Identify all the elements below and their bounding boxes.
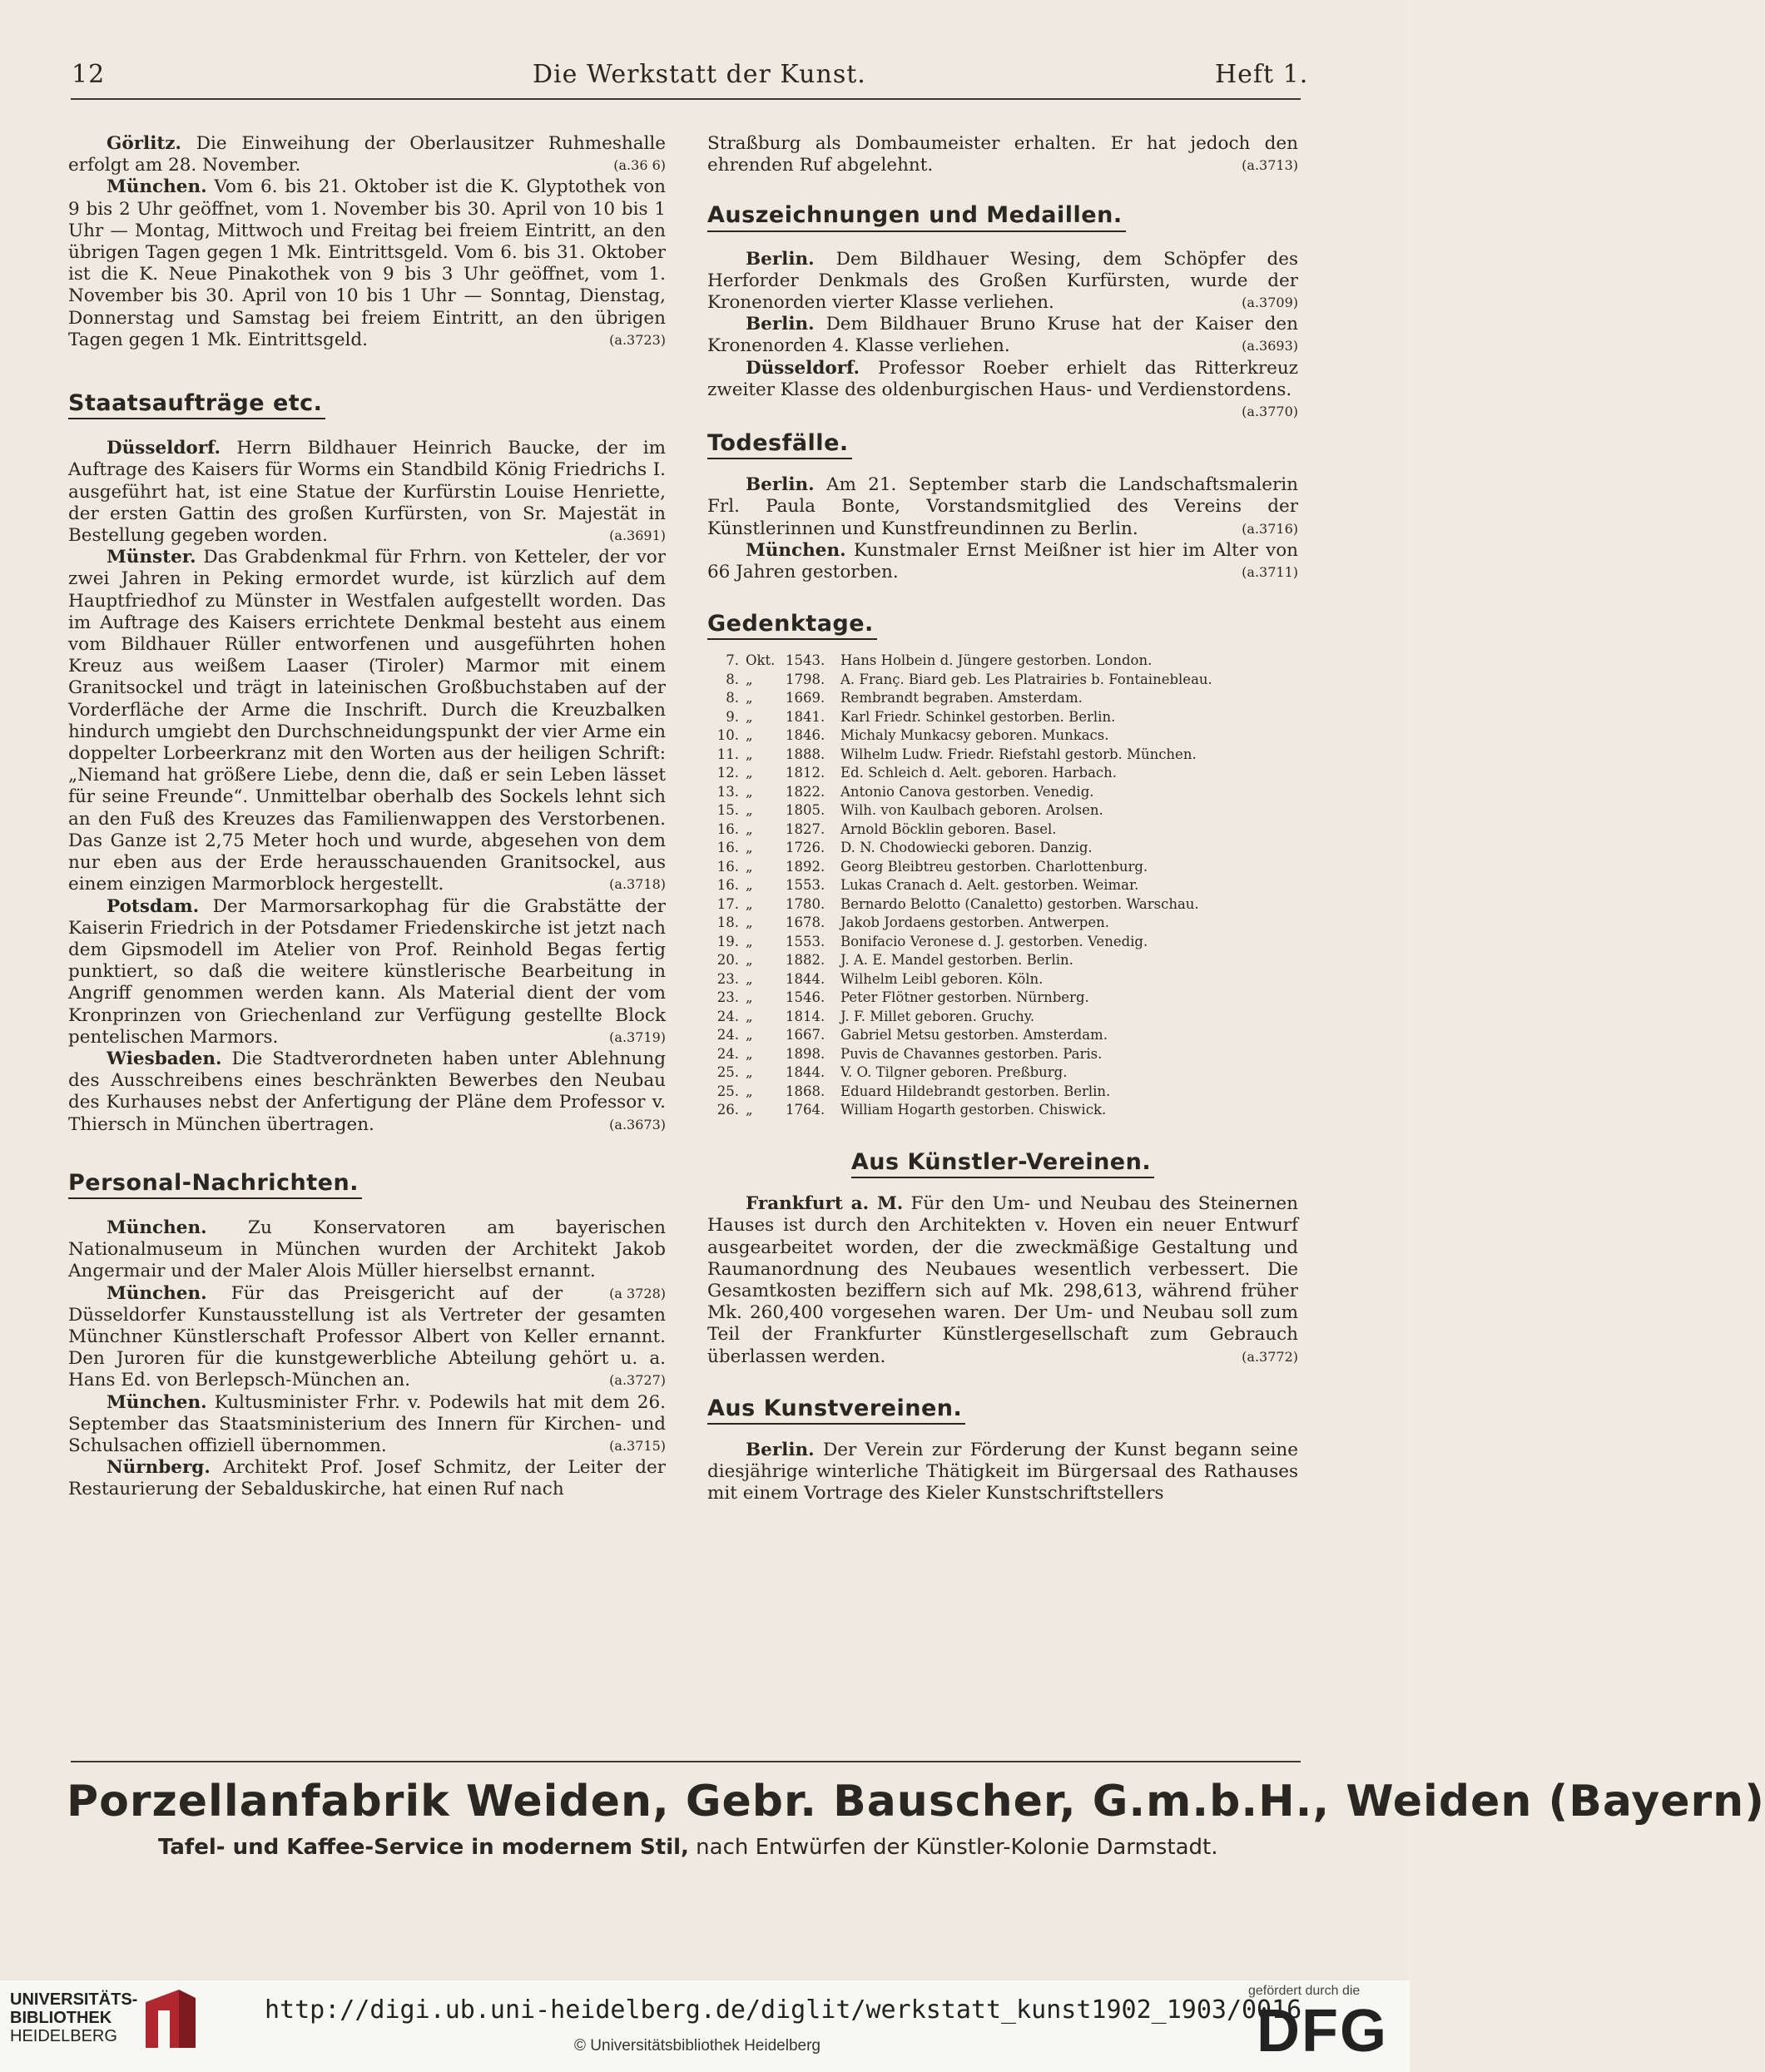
copyright-text: © Universitätsbibliothek Heidelberg bbox=[574, 2037, 821, 2055]
left-column bbox=[68, 133, 666, 1501]
entry: München. Kultusminister Frhr. v. Podewils hat mit dem 26. September das Staatsministerium des Innern für Kirchen- und Schulsachen offiziell übernommen. (a.3715) bbox=[68, 1391, 666, 1456]
footer-bar bbox=[0, 1980, 1410, 2072]
gedenk-row: 8. „ 1669. Rembrandt begraben. Amsterdam. bbox=[726, 690, 1083, 706]
gedenk-row: 13. „ 1822. Antonio Canova gestorben. Venedig. bbox=[716, 783, 1094, 800]
gedenk-row: 25. „ 1844. V. O. Tilgner geboren. Preßburg. bbox=[716, 1064, 1068, 1081]
gedenk-row: 16. „ 1726. D. N. Chodowiecki geboren. Danzig. bbox=[716, 840, 1093, 856]
ausv-section bbox=[707, 1440, 1298, 1505]
entry: Nürnberg. Architekt Prof. Josef Schmitz, der Leiter der Restaurierung der Sebalduskirche, hat einen Ruf nach bbox=[68, 1457, 666, 1500]
entry: Wiesbaden. Die Stadtverordneten haben unter Ablehnung des Ausschreibens eines beschränkten Bewerbes den Neubau des Kurhauses nebst der Anfertigung der Pläne dem Professor v. Thiersch in München übertragen. (a.3673) bbox=[68, 1048, 666, 1135]
ausz-section bbox=[707, 248, 1298, 420]
section-heading: Todesfälle. bbox=[707, 433, 852, 459]
right-column bbox=[707, 133, 1298, 1505]
gedenk-table bbox=[707, 652, 1216, 1120]
gedenk-row: 16. „ 1553. Lukas Cranach d. Aelt. gestorben. Weimar. bbox=[716, 877, 1139, 894]
gedenk-row: 19. „ 1553. Bonifacio Veronese d. J. gestorben. Venedig. bbox=[716, 933, 1148, 949]
section-heading: Personal-Nachrichten. bbox=[68, 1172, 362, 1199]
section-heading: Aus Kunstvereinen. bbox=[707, 1398, 965, 1425]
library-logo-icon bbox=[141, 1985, 200, 2052]
entry: München. Vom 6. bis 21. Oktober ist die K. Glyptothek von 9 bis 2 Uhr geöffnet, vom 1. November bis 30. April von 10 bis 1 Uhr — Montag, Mittwoch und Freitag bei freiem Eintritt, an den übrigen Tagen gegen 1 Mk. Eintrittsgeld. Vom 6. bis 31. Oktober ist die K. Neue Pinakothek von 9 bis 3 Uhr geöffnet, vom 1. November bis 30. April von 10 bis 1 Uhr — Sonntag, Dienstag, Donnerstag und Samstag bei freiem Eintritt, an den übrigen Tagen gegen 1 Mk. Eintrittsgeld. (a.3723) bbox=[68, 176, 666, 350]
gedenk-row: 16. „ 1892. Georg Bleibtreu gestorben. Charlottenburg. bbox=[716, 858, 1148, 875]
header-rule bbox=[71, 98, 1301, 100]
gedenk-row: 20. „ 1882. J. A. E. Mandel gestorben. Berlin. bbox=[716, 952, 1073, 969]
gedenk-row: 15. „ 1805. Wilh. von Kaulbach geboren. Arolsen. bbox=[716, 802, 1103, 819]
entry: Frankfurt a. M. Für den Um- und Neubau des Steinernen Hauses ist durch den Architekten v. Hoven ein neuer Entwurf ausgearbeitet worden, der die zweckmäßige Gestaltung und Raumanordnung des Neubaues wesentlich verbessert. Die Gesamtkosten beziffern sich auf Mk. 298,613, während früher Mk. 260,400 vorgesehen waren. Der Um- und Neubau soll zum Teil der Frankfurter Künstlergesellschaft zum Gebrauch überlassen werden. (a.3772) bbox=[707, 1193, 1298, 1367]
gedenk-row: 24. „ 1898. Puvis de Chavannes gestorben. Paris. bbox=[716, 1045, 1103, 1062]
gedenk-row: 7. Okt. 1543. Hans Holbein d. Jüngere gestorben. London. bbox=[726, 652, 1153, 669]
section-heading: Auszeichnungen und Medaillen. bbox=[707, 205, 1126, 231]
entry: Düsseldorf. Professor Roeber erhielt das Ritterkreuz zweiter Klasse des oldenburgischen Haus- und Verdienstordens. (a.3770) bbox=[707, 357, 1298, 420]
section-heading: Staatsaufträge etc. bbox=[68, 393, 325, 419]
section-heading: Aus Künstler-Vereinen. bbox=[851, 1152, 1154, 1178]
gedenk-row: 16. „ 1827. Arnold Böcklin geboren. Basel. bbox=[716, 820, 1057, 837]
entry: Straßburg als Dombaumeister erhalten. Er hat jedoch den ehrenden Ruf abgelehnt. (a.3713) bbox=[707, 133, 1298, 176]
issue-label: Heft 1. bbox=[1215, 60, 1309, 89]
gedenk-row: 23. „ 1844. Wilhelm Leibl geboren. Köln. bbox=[716, 970, 1044, 987]
tod-section bbox=[707, 474, 1298, 583]
entry: Münster. Das Grabdenkmal für Frhrn. von Ketteler, der vor zwei Jahren in Peking ermordet wurde, ist kürzlich auf dem Hauptfriedhof zu Münster in Westfalen aufgestellt worden. Das im Auftrage des Kaisers errichtete Denkmal besteht aus einem vom Bildhauer Rüller entworfenen und ausgeführten hohen Kreuz aus weißem Laaser (Tiroler) Marmor mit einem Granitsockel und trägt in lateinischen Großbuchstaben auf der Vorderfläche der Arme die Inschrift. Durch die Kreuzbalken hindurch umgiebt den Durchschneidungspunkt der vier Arme ein doppelter Lorbeerkranz mit den Worten aus der heiligen Schrift: „Niemand hat größere Liebe, denn die, daß er sein Leben lässet für seine Freunde“. Unmittelbar oberhalb des Sockels lehnt sich an den Fuß des Kreuzes das Familienwappen des Verstorbenen. Das Ganze ist 2,75 Meter hoch und wurde, abgesehen von dem nur eben aus der Erde herausschauenden Granitsockel, aus einem einzigen Marmorblock hergestellt. (a.3718) bbox=[68, 547, 666, 895]
gedenk-row: 10. „ 1846. Michaly Munkacsy geboren. Munkacs. bbox=[716, 727, 1109, 744]
entry: Berlin. Dem Bildhauer Wesing, dem Schöpfer des Herforder Denkmals des Großen Kurfürsten, wurde der Kronenorden vierter Klasse verliehen. (a.3709) bbox=[707, 248, 1298, 314]
library-logo-text[interactable]: UNIVERSITÄTS- BIBLIOTHEK HEIDELBERG bbox=[10, 1990, 138, 2045]
ad-rule bbox=[71, 1761, 1301, 1762]
entry: Berlin. Am 21. September starb die Landschaftsmalerin Frl. Paula Bonte, Vorstandsmitglied des Vereins der Künstlerinnen und Kunstfreundinnen zu Berlin. (a.3716) bbox=[707, 474, 1298, 539]
entry: Potsdam. Der Marmorsarkophag für die Grabstätte der Kaiserin Friedrich in der Potsdamer Friedenskirche ist jetzt nach dem Gipsmodell im Atelier von Prof. Reinhold Begas fertig punktiert, so daß die weitere künstlerische Bearbeitung in Angriff genommen werden kann. Als Material dient der vom Kronprinzen von Griechenland zur Verfügung gestellte Block pentelischen Marmors. (a.3719) bbox=[68, 895, 666, 1048]
citation-url[interactable]: http://digi.ub.uni-heidelberg.de/diglit/werkstatt_kunst1902_1903/0016 bbox=[265, 1995, 1302, 2025]
ad-subline: Tafel- und Kaffee-Service in modernem Stil, nach Entwürfen der Künstler-Kolonie Darmstadt. bbox=[158, 1835, 1218, 1860]
gedenk-row: 8. „ 1798. A. Franç. Biard geb. Les Platrairies b. Fontainebleau. bbox=[726, 671, 1212, 687]
ad-headline: Porzellanfabrik Weiden, Gebr. Bauscher, G.m.b.H., Weiden (Bayern) bbox=[67, 1777, 1765, 1827]
entry: München. Für das Preisgericht auf der Düsseldorfer Kunstausstellung ist als Vertreter der gesamten Münchner Künstlerschaft Professor Albert von Keller ernannt. Den Juroren für die kunstgewerbliche Abteilung gehört u. a. Hans Ed. von Berlepsch-München an. (a.3727) bbox=[68, 1282, 666, 1391]
gedenk-row: 25. „ 1868. Eduard Hildebrandt gestorben. Berlin. bbox=[716, 1083, 1111, 1099]
intro-section bbox=[68, 133, 666, 351]
gedenk-row: 24. „ 1814. J. F. Millet geboren. Gruchy. bbox=[716, 1008, 1035, 1024]
gedenk-row: 26. „ 1764. William Hogarth gestorben. Chiswick. bbox=[716, 1102, 1107, 1118]
page-title: Die Werkstatt der Kunst. bbox=[533, 60, 866, 89]
personal-section bbox=[68, 1217, 666, 1501]
entry: Berlin. Dem Bildhauer Bruno Kruse hat der Kaiser den Kronenorden 4. Klasse verliehen. (a.3693) bbox=[707, 314, 1298, 357]
funded-by-text: gefördert durch die bbox=[1248, 1984, 1361, 1998]
gedenk-row: 23. „ 1546. Peter Flötner gestorben. Nürnberg. bbox=[716, 989, 1089, 1006]
gedenk-row: 9. „ 1841. Karl Friedr. Schinkel gestorben. Berlin. bbox=[726, 708, 1116, 725]
gedenk-row: 11. „ 1888. Wilhelm Ludw. Friedr. Riefstahl gestorb. München. bbox=[716, 746, 1197, 762]
entry: München. Kunstmaler Ernst Meißner ist hier im Alter von 66 Jahren gestorben. (a.3711) bbox=[707, 539, 1298, 583]
entry: Görlitz. Die Einweihung der Oberlausitzer Ruhmeshalle erfolgt am 28. November. (a.36 6) bbox=[68, 133, 667, 176]
staats-section bbox=[68, 438, 666, 1136]
gedenk-row: 17. „ 1780. Bernardo Belotto (Canaletto) gestorben. Warschau. bbox=[716, 895, 1199, 912]
entry: Berlin. Der Verein zur Förderung der Kunst begann seine diesjährige winterliche Thätigkeit im Bürgersaal des Rathauses mit einem Vortrage des Kieler Kunstschriftstellers bbox=[707, 1439, 1298, 1504]
section-heading: Gedenktage. bbox=[707, 613, 877, 640]
gedenk-row: 24. „ 1667. Gabriel Metsu gestorben. Amsterdam. bbox=[716, 1027, 1108, 1043]
dfg-logo[interactable]: DFG bbox=[1257, 1998, 1388, 2065]
entry: Düsseldorf. Herrn Bildhauer Heinrich Baucke, der im Auftrage des Kaisers für Worms ein Standbild König Friedrichs I. ausgeführt hat, ist eine Statue der Kurfürstin Louise Henriette, der ersten Gattin des großen Kurfürsten, von Sr. Majestät in Bestellung gegeben worden. (a.3691) bbox=[68, 438, 666, 547]
page-number: 12 bbox=[72, 60, 106, 89]
ausk-section bbox=[707, 1193, 1298, 1368]
gedenk-row: 18. „ 1678. Jakob Jordaens gestorben. Antwerpen. bbox=[716, 915, 1109, 931]
entry: München. Zu Konservatoren am bayerischen Nationalmuseum in München wurden der Architekt Jakob Angermair und der Maler Alois Müller hierselbst ernannt. (a 3728) bbox=[68, 1217, 666, 1301]
gedenk-row: 12. „ 1812. Ed. Schleich d. Aelt. geboren. Harbach. bbox=[716, 765, 1118, 781]
